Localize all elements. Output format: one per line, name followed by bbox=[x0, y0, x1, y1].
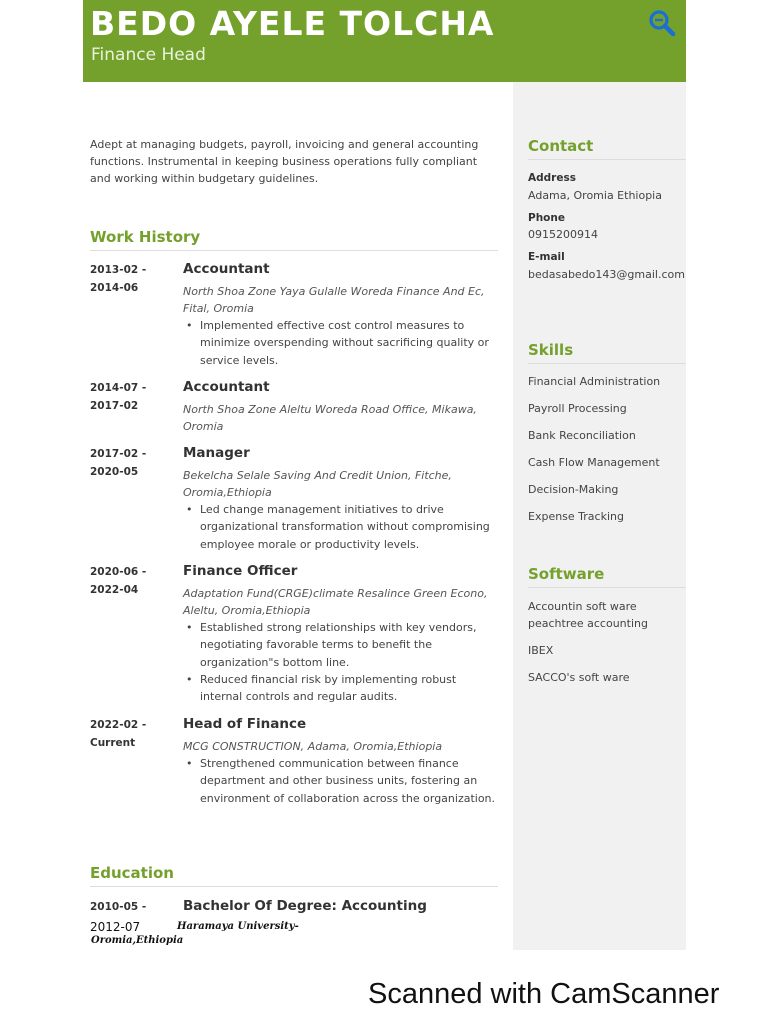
job-4-date-from: 2020-06 - bbox=[90, 566, 147, 578]
job-1-bullets bbox=[183, 317, 501, 369]
zoom-search-icon[interactable] bbox=[648, 9, 676, 37]
job-3-title: Manager bbox=[183, 445, 250, 461]
education-degree: Bachelor Of Degree: Accounting bbox=[183, 898, 427, 914]
education-location: Oromia,Ethiopia bbox=[91, 935, 184, 946]
software-item: IBEX bbox=[528, 644, 554, 657]
job-5-date-to: Current bbox=[90, 737, 136, 749]
contact-divider bbox=[528, 159, 686, 160]
resume-header bbox=[83, 0, 686, 82]
job-3-dates bbox=[90, 445, 146, 481]
job-1-bullet-1: • Implemented effective cost control measures to minimize overspending without sacrificing quality or service levels. bbox=[183, 317, 501, 369]
job-1-employer: North Shoa Zone Yaya Gulalle Woreda Finance And Ec, Fital, Oromia bbox=[183, 285, 485, 315]
contact-heading: Contact bbox=[528, 137, 594, 155]
job-3-employer: Bekelcha Selale Saving And Credit Union, Fitche, Oromia,Ethiopia bbox=[183, 469, 452, 499]
job-2-dates bbox=[90, 379, 146, 415]
job-3-bullets bbox=[183, 501, 501, 553]
address-label: Address bbox=[528, 172, 576, 184]
education-date-from: 2010-05 - bbox=[90, 901, 147, 913]
job-4-bullet-1: • Established strong relationships with key vendors, negotiating favorable terms to benefit the organization"s bottom line. bbox=[183, 619, 501, 671]
skill-item: Payroll Processing bbox=[528, 402, 627, 415]
job-2-title: Accountant bbox=[183, 379, 270, 395]
software-divider bbox=[528, 587, 686, 588]
job-3-bullet-1: • Led change management initiatives to drive organizational transformation without compromising employee morale or productivity levels. bbox=[183, 501, 501, 553]
education-date-to: 2012-07 bbox=[90, 920, 141, 934]
software-item: SACCO's soft ware bbox=[528, 671, 630, 684]
job-4-employer: Adaptation Fund(CRGE)climate Resalince Green Econo, Aleltu, Oromia,Ethiopia bbox=[183, 587, 488, 617]
job-5-bullet-1: • Strengthened communication between finance department and other business units, fostering an environment of collaboration across the organization. bbox=[183, 755, 501, 807]
job-4-date-to: 2022-04 bbox=[90, 584, 139, 596]
job-5-dates bbox=[90, 716, 146, 752]
candidate-name: BEDO AYELE TOLCHA bbox=[90, 4, 495, 43]
job-3-date-to: 2020-05 bbox=[90, 466, 139, 478]
software-heading: Software bbox=[528, 565, 605, 583]
work-history-heading: Work History bbox=[90, 228, 201, 246]
skill-item: Decision-Making bbox=[528, 483, 619, 496]
email-value[interactable]: bedasabedo143@gmail.com bbox=[528, 268, 685, 281]
skill-item: Bank Reconciliation bbox=[528, 429, 636, 442]
job-1-date-to: 2014-06 bbox=[90, 282, 139, 294]
skill-item: Financial Administration bbox=[528, 375, 661, 388]
job-5-title: Head of Finance bbox=[183, 716, 307, 732]
software-item: Accountin soft ware bbox=[528, 600, 637, 613]
work-history-divider bbox=[90, 250, 498, 251]
skill-item: Cash Flow Management bbox=[528, 456, 660, 469]
job-4-title: Finance Officer bbox=[183, 563, 298, 579]
education-divider bbox=[90, 886, 498, 887]
job-5-employer: MCG CONSTRUCTION, Adama, Oromia,Ethiopia bbox=[183, 740, 443, 753]
email-label: E-mail bbox=[528, 251, 565, 263]
job-1-dates bbox=[90, 261, 146, 297]
professional-summary: Adept at managing budgets, payroll, invoicing and general accounting functions. Instrumental in keeping business operations fully compliant and working within budgetary guidelines. bbox=[90, 138, 479, 185]
job-1-title: Accountant bbox=[183, 261, 270, 277]
skills-heading: Skills bbox=[528, 341, 574, 359]
phone-value[interactable]: 0915200914 bbox=[528, 228, 598, 241]
job-5-bullets bbox=[183, 755, 501, 807]
job-4-bullets bbox=[183, 619, 501, 705]
job-4-dates bbox=[90, 563, 146, 599]
job-2-date-from: 2014-07 - bbox=[90, 382, 147, 394]
phone-label: Phone bbox=[528, 212, 565, 224]
scanner-watermark: Scanned with CamScanner bbox=[368, 978, 720, 1010]
education-heading: Education bbox=[90, 864, 174, 882]
candidate-role: Finance Head bbox=[91, 45, 206, 65]
job-4-bullet-2: • Reduced financial risk by implementing robust internal controls and regular audits. bbox=[183, 671, 501, 706]
skills-divider bbox=[528, 363, 686, 364]
address-value: Adama, Oromia Ethiopia bbox=[528, 189, 662, 202]
skill-item: Expense Tracking bbox=[528, 510, 624, 523]
software-item: peachtree accounting bbox=[528, 617, 648, 630]
resume-page bbox=[83, 0, 686, 950]
job-2-date-to: 2017-02 bbox=[90, 400, 139, 412]
job-1-date-from: 2013-02 - bbox=[90, 264, 147, 276]
job-3-date-from: 2017-02 - bbox=[90, 448, 147, 460]
job-2-employer: North Shoa Zone Aleltu Woreda Road Office, Mikawa, Oromia bbox=[183, 403, 477, 433]
education-school: Haramaya University- bbox=[177, 921, 299, 932]
job-5-date-from: 2022-02 - bbox=[90, 719, 147, 731]
